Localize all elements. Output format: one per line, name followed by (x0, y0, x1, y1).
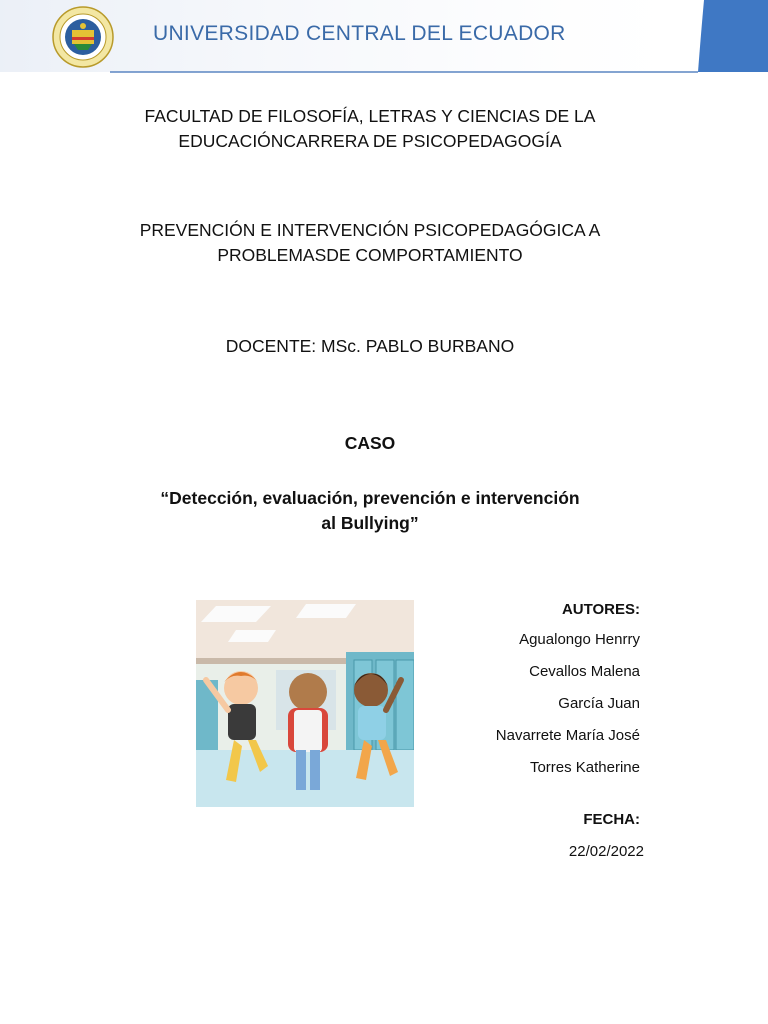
university-name: UNIVERSIDAD CENTRAL DEL ECUADOR (153, 22, 566, 45)
university-seal-icon (52, 6, 114, 68)
author-item: Agualongo Henrry (519, 631, 640, 648)
case-title-line-1: “Detección, evaluación, prevención e intervención (160, 488, 580, 508)
course-heading (120, 218, 620, 268)
course-line-1: PREVENCIÓN E INTERVENCIÓN PSICOPEDAGÓGICA A (139, 220, 601, 240)
faculty-line-1: FACULTAD DE FILOSOFÍA, LETRAS Y CIENCIAS DE LA (144, 106, 596, 126)
course-line-2: PROBLEMASDE COMPORTAMIENTO (217, 245, 523, 265)
bullying-illustration-icon (196, 600, 414, 807)
case-label: CASO (344, 433, 396, 453)
faculty-line-2: EDUCACIÓNCARRERA DE PSICOPEDAGOGÍA (178, 131, 562, 151)
author-item: Navarrete María José (495, 727, 640, 744)
case-title-line-2: al Bullying” (321, 513, 419, 533)
author-item: García Juan (558, 695, 640, 712)
date-value: 22/02/2022 (568, 843, 644, 860)
authors-label: AUTORES: (561, 601, 640, 618)
teacher-line: DOCENTE: MSc. PABLO BURBANO (225, 336, 515, 356)
header-banner (0, 0, 768, 76)
case-title (120, 486, 620, 536)
author-item: Torres Katherine (529, 759, 640, 776)
faculty-heading (120, 104, 620, 154)
date-label: FECHA: (583, 811, 640, 828)
author-item: Cevallos Malena (529, 663, 640, 680)
